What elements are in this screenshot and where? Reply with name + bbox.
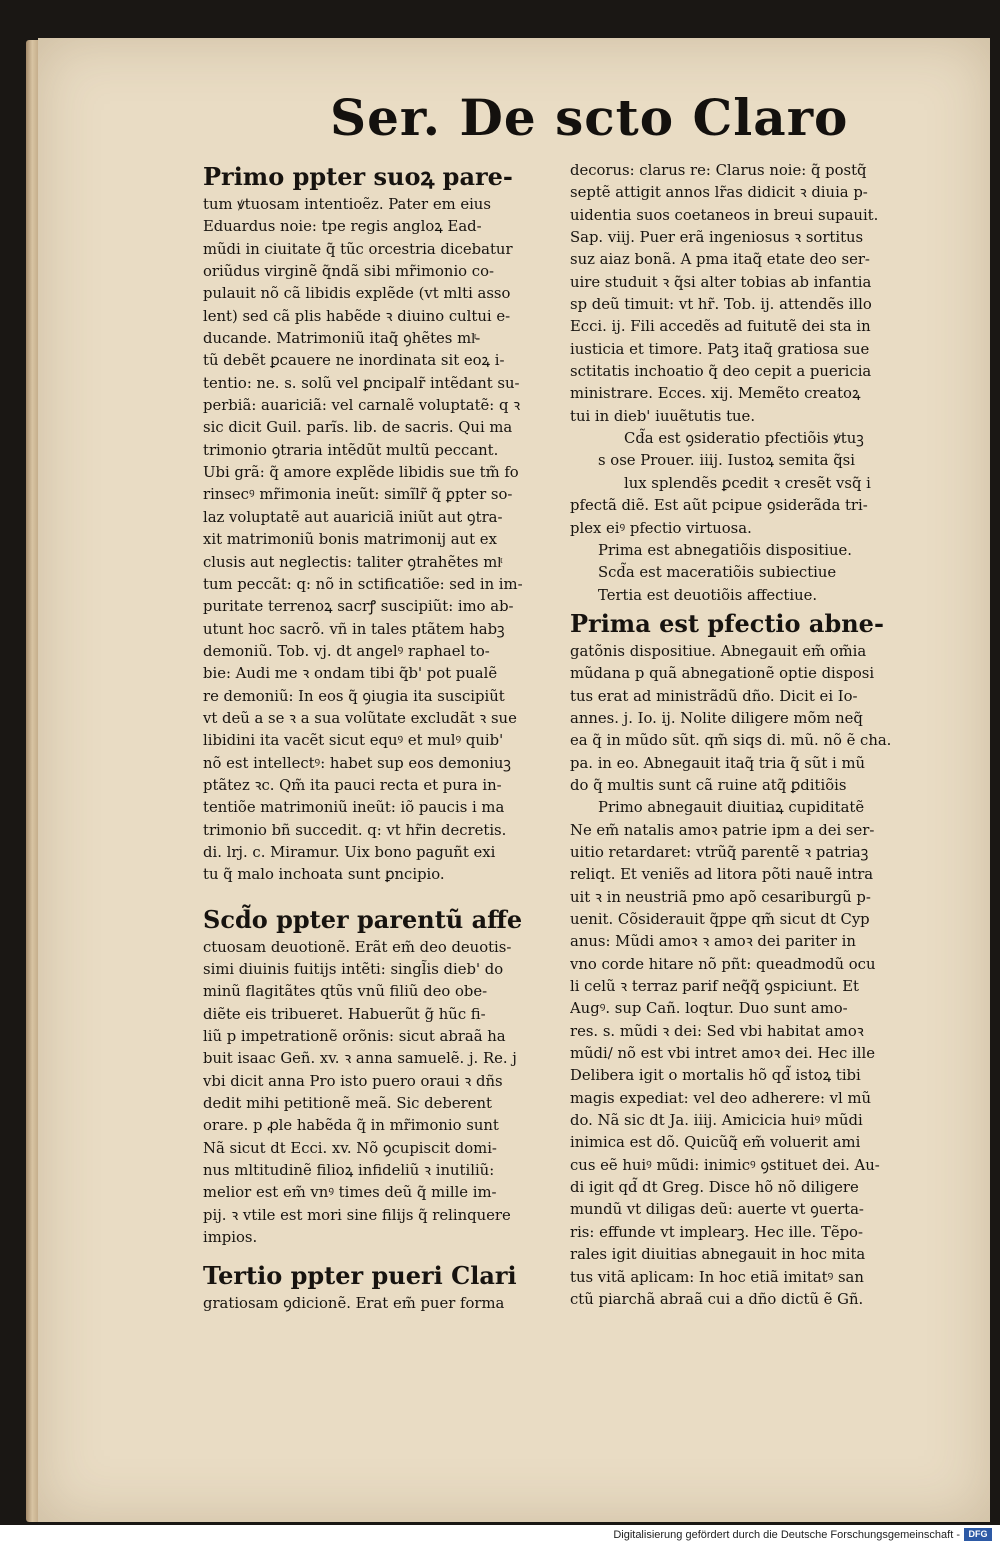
text-line: perbiã: auariciã: vel carnalẽ voluptatẽ: q ꝛ [203,397,521,415]
text-line: ministrare. Ecces. xij. Memẽto creatoꝝ [570,385,861,403]
text-line: re demoniũ: In eos q̃ ꝯiugia ita suscipiũt [203,687,505,705]
dfg-logo: DFG [964,1528,992,1541]
text-line: Sap. viij. Puer erã ingeniosus ꝛ sortitus [570,229,864,247]
text-line: iusticia et timore. Patꝫ itaq̃ gratiosa sue [570,340,870,358]
text-line: diẽte eis tribueret. Habuerũt g̃ hũc fi- [203,1005,486,1023]
text-line: Ubi grã: q̃ amore explẽde libidis sue tm̃ fo [203,464,519,482]
text-line: pa. in eo. Abnegauit itaq̃ tria q̃ sũt i mũ [570,754,866,772]
text-line: ris: effunde vt implearꝫ. Hec ille. Tẽpo- [570,1223,863,1241]
text-line: sctitatis inchoatio q̃ deo cepit a puericia [570,363,872,381]
text-line: orare. p ꝓle habẽda q̃ in mr̃imonio sunt [203,1117,499,1135]
text-line: lent) sed cã plis habẽde ꝛ diuino cultui e- [203,307,511,325]
text-line: lux splendẽs ꝑcedit ꝛ cresẽt vsq̃ i [624,474,871,492]
right-text-column [570,160,940,1311]
spacer [203,887,565,903]
text-line: res. s. mũdi ꝛ dei: Sed vbi habitat amoꝛ [570,1022,864,1040]
text-line: mũdi in ciuitate q̃ tũc orcestria dicebatur [203,240,513,258]
text-line: liũ p impetrationẽ orõnis: sicut abraã ha [203,1028,506,1046]
text-line: uidentia suos coetaneos in breui supauit. [570,206,879,224]
text-line: Prima est abnegatiõis dispositiue. [598,541,852,559]
text-line: tu q̃ malo inchoata sunt ꝑncipio. [203,866,445,884]
text-line: Delibera igit o mortalis hõ qd̃ istoꝝ tibi [570,1067,861,1085]
text-line: rinsecꝰ mr̃imonia ineũt: simĩlr̃ q̃ ꝑpter so- [203,486,513,504]
text-line: suz aiaz bonã. A pma itaq̃ etate deo ser- [570,251,870,269]
text-line: oriũdus virginẽ q̃ndã sibi mr̃imonio co- [203,263,494,281]
text-line: uire studuit ꝛ q̃si alter tobias ab infantia [570,273,872,291]
text-line: mũdi/ nõ est vbi intret amoꝛ dei. Hec ille [570,1045,876,1063]
text-line: do. Nã sic dt Ja. iiij. Amicicia huiꝰ mũdi [570,1112,863,1130]
text-line: impios. [203,1229,258,1247]
section-heading: Tertio ppter pueri Clari [203,1261,517,1291]
text-line: libidini ita vacẽt sicut equꝰ et mulꝰ quib' [203,732,504,750]
text-line: tui in dieb' iuuẽtutis tue. [570,407,756,425]
text-line: di. lrj. c. Miramur. Uix bono paguñt exi [203,843,496,861]
text-line: uitio retardaret: vtrũq̃ parentẽ ꝛ patriaꝫ [570,843,869,861]
text-line: pulauit nõ cã libidis explẽde (vt mlti asso [203,285,511,303]
text-line: Tertia est deuotiõis affectiue. [598,586,818,604]
text-line: magis expediat: vel deo adherere: vl mũ [570,1089,872,1107]
text-line: mundũ vt diligas deũ: auerte vt ꝯuerta- [570,1201,864,1219]
text-line: vbi dicit anna Pro isto puero oraui ꝛ dñs [203,1072,503,1090]
text-line: Cd̃a est ꝯsideratio pfectiõis ꝟtuꝫ [624,430,864,448]
text-line: Nã sicut dt Ecci. xv. Nõ ꝯcupiscit domi- [203,1139,497,1157]
text-line: tus erat ad ministrãdũ dño. Dicit ei Io- [570,687,858,705]
text-line: plex eiꝰ pfectio virtuosa. [570,519,752,537]
text-line: tus vitã aplicam: In hoc etiã imitatꝰ san [570,1268,864,1286]
text-line: annes. j. Io. ij. Nolite diligere mõm neq̃ [570,709,863,727]
text-line: nus mltitudinẽ filioꝝ infideliũ ꝛ inutiliũ: [203,1162,495,1180]
text-line: tentio: ne. s. solũ vel ꝑncipalr̃ intẽdant su- [203,374,520,392]
text-line: nõ est intellectꝰ: habet sup eos demoniuꝫ [203,754,511,772]
text-line: pfectã diẽ. Est aũt pcipue ꝯsiderãda tri- [570,497,868,515]
section-heading: Prima est pfectio abne- [570,608,884,638]
text-line: vno corde hitare nõ pñt: queadmodũ ocu [570,955,876,973]
text-line: tũ debẽt ꝑcauere ne inordinata sit eoꝝ i- [203,352,505,370]
text-line: uenit. Cõsiderauit q̃ppe qm̃ sicut dt Cyp [570,911,870,928]
text-line: septẽ attigit annos lr̃as didicit ꝛ diuia p- [570,184,868,202]
spacer [203,1249,565,1259]
text-line: laz voluptatẽ aut auariciã iniũt aut ꝯtra- [203,508,503,526]
text-line: tum peccãt: q: nõ in sctificatiõe: sed in im- [203,575,523,593]
text-line: tum ꝟtuosam intentioẽz. Pater em eius [203,196,491,213]
text-line: s ose Prouer. iiij. Iustoꝝ semita q̃si [598,452,855,470]
text-line: utunt hoc sacrõ. vñ in tales ptãtem habꝫ [203,620,505,638]
text-line: ea q̃ in mũdo sũt. qm̃ siqs di. mũ. nõ ẽ cha. [570,732,892,750]
text-line: xit matrimoniũ bonis matrimonij aut ex [203,531,497,549]
text-line: sic dicit Guil. parĩs. lib. de sacris. Qui ma [203,419,513,437]
text-line: ctuosam deuotionẽ. Erãt em̃ deo deuotis- [203,938,512,956]
section-heading: Scd̃o ppter parentũ affe [203,904,523,934]
text-line: clusis aut neglectis: taliter ꝯtrahẽtes mlͭ [203,553,502,571]
text-line: di igit qd̃ dt Greg. Disce hõ nõ diligere [570,1179,859,1197]
text-line: bie: Audi me ꝛ ondam tibi q̃b' pot pualẽ [203,665,498,683]
text-line: anus: Mũdi amoꝛ ꝛ amoꝛ dei pariter in [570,933,856,951]
text-line: dedit mihi petitionẽ meã. Sic deberent [203,1095,492,1113]
text-line: Scd̃a est maceratiõis subiectiue [598,564,837,582]
text-line: Primo abnegauit diuitiaꝝ cupiditatẽ [598,799,865,817]
digitization-credit: Digitalisierung gefördert durch die Deutsche Forschungsgemeinschaft - [613,1529,960,1541]
text-line: minũ flagitãtes qtũs vnũ filiũ deo obe- [203,983,488,1001]
text-line: gatõnis dispositiue. Abnegauit em̃ om̃ia [570,642,867,660]
text-line: mũdana p quã abnegationẽ optie disposi [570,665,875,683]
text-line: sp deũ timuit: vt hr̃. Tob. ij. attendẽs illo [570,296,872,314]
text-line: uit ꝛ in neustriã pmo apõ cesariburgũ p- [570,888,871,906]
text-line: pij. ꝛ vtile est mori sine filijs q̃ relinquere [203,1206,511,1224]
section-heading: Primo ppter suoꝝ pare- [203,162,513,191]
text-line: Augꝰ. sup Cañ. loqtur. Duo sunt amo- [570,1000,848,1018]
text-line: gratiosam ꝯdicionẽ. Erat em̃ puer forma [203,1295,505,1313]
text-line: melior est em̃ vnꝰ times deũ q̃ mille im- [203,1184,497,1202]
text-line: ducande. Matrimoniũ itaq̃ ꝯhẽtes mlͭ- [203,330,481,348]
text-line: vt deũ a se ꝛ a sua volũtate excludãt ꝛ sue [203,709,517,727]
text-line: trimonio ꝯtraria intẽdũt multũ peccant. [203,441,499,459]
text-line: ctũ piarchã abraã cui a dño dictũ ẽ Gñ. [570,1290,864,1308]
text-line: do q̃ multis sunt cã ruine atq̃ ꝑditiõis [570,776,847,794]
text-line: Ne em̃ natalis amoꝛ patrie ipm a dei ser- [570,821,875,839]
text-line: inimica est dõ. Quicũq̃ em̃ voluerit ami [570,1134,861,1152]
text-line: buit isaac Geñ. xv. ꝛ anna samuelẽ. j. Re. j [203,1050,517,1068]
text-line: reliqt. Et veniẽs ad litora põti nauẽ intra [570,866,874,884]
text-line: trimonio bñ succedit. q: vt hr̃in decretis. [203,821,507,839]
text-line: tentiõe matrimoniũ ineũt: iõ paucis i ma [203,799,505,817]
text-line: ptãtez ꝛc. Qm̃ ita pauci recta et pura in- [203,776,502,794]
text-line: decorus: clarus re: Clarus noie: q̃ postq̃ [570,162,867,179]
text-line: rales igit diuitias abnegauit in hoc mita [570,1246,866,1264]
text-line: li celũ ꝛ terraz parif neq̃q̃ ꝯspiciunt. Et [570,978,859,996]
text-line: cus eẽ huiꝰ mũdi: inimicꝰ ꝯstituet dei. Au- [570,1156,880,1174]
text-line: demoniũ. Tob. vj. dt angelꝰ raphael to- [203,642,490,660]
running-head: Ser. De scto Claro [330,88,849,147]
text-line: simi diuinis fuitijs intẽti: singl̃is dieb' do [203,961,504,978]
text-line: Ecci. ij. Fili accedẽs ad fuitutẽ dei sta in [570,318,871,336]
text-line: Eduardus noie: tpe regis angloꝝ Ead- [203,218,482,236]
left-text-column [203,160,565,1316]
text-line: puritate terrenoꝝ sacrꝭ suscipiũt: imo ab- [203,598,514,616]
